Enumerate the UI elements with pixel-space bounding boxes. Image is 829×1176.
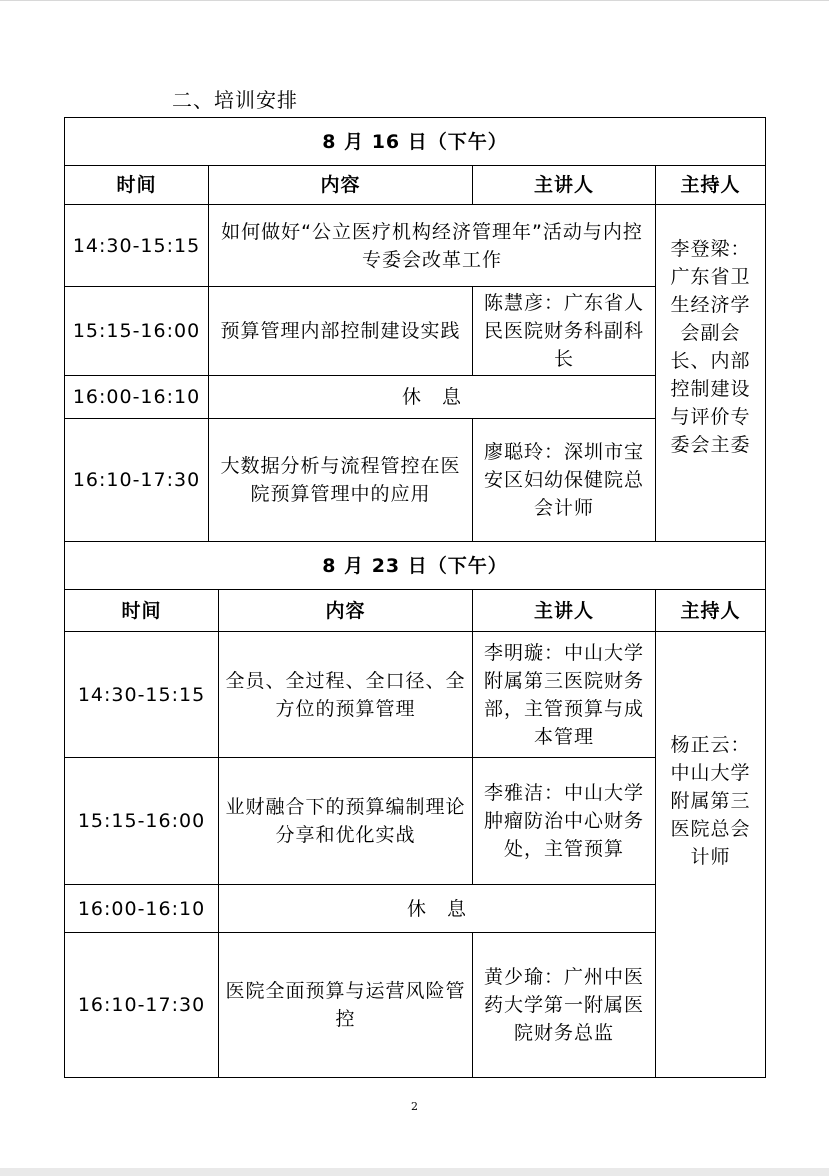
table-row — [65, 205, 766, 287]
row-content: 预算管理内部控制建设实践 — [209, 287, 473, 376]
row-time: 16:10-17:30 — [65, 419, 209, 542]
row-time: 15:15-16:00 — [65, 758, 219, 885]
row-time: 16:00-16:10 — [65, 376, 209, 419]
row-speaker: 陈慧彦：广东省人民医院财务科副科长 — [473, 287, 656, 376]
session-date: 8 月 16 日（下午） — [65, 118, 766, 166]
header-host: 主持人 — [656, 590, 766, 632]
row-speaker: 黄少瑜：广州中医药大学第一附属医院财务总监 — [473, 933, 656, 1078]
row-content: 大数据分析与流程管控在医院预算管理中的应用 — [209, 419, 473, 542]
row-break: 休 息 — [219, 885, 656, 933]
schedule-table-aug23 — [64, 541, 766, 1078]
top-border — [0, 0, 829, 1]
header-time: 时间 — [65, 590, 219, 632]
row-time: 15:15-16:00 — [65, 287, 209, 376]
row-time: 16:00-16:10 — [65, 885, 219, 933]
session-host: 杨正云：中山大学附属第三医院总会计师 — [656, 632, 766, 1078]
row-content: 如何做好“公立医疗机构经济管理年”活动与内控专委会改革工作 — [209, 205, 656, 287]
row-speaker: 廖聪玲：深圳市宝安区妇幼保健院总会计师 — [473, 419, 656, 542]
page-number: 2 — [411, 1100, 418, 1113]
row-time: 14:30-15:15 — [65, 632, 219, 758]
row-break: 休 息 — [209, 376, 656, 419]
header-time: 时间 — [65, 166, 209, 205]
schedule-table-aug16 — [64, 117, 766, 542]
session-date: 8 月 23 日（下午） — [65, 542, 766, 590]
session-host: 李登梁：广东省卫生经济学会副会长、内部控制建设与评价专委会主委 — [656, 205, 766, 542]
row-time: 14:30-15:15 — [65, 205, 209, 287]
row-content: 医院全面预算与运营风险管控 — [219, 933, 473, 1078]
row-content: 全员、全过程、全口径、全方位的预算管理 — [219, 632, 473, 758]
table-row — [65, 632, 766, 758]
row-time: 16:10-17:30 — [65, 933, 219, 1078]
header-host: 主持人 — [656, 166, 766, 205]
row-content: 业财融合下的预算编制理论分享和优化实战 — [219, 758, 473, 885]
header-speaker: 主讲人 — [473, 590, 656, 632]
header-speaker: 主讲人 — [473, 166, 656, 205]
header-content: 内容 — [209, 166, 473, 205]
header-content: 内容 — [219, 590, 473, 632]
bottom-border — [0, 1168, 829, 1176]
row-speaker: 李明璇：中山大学附属第三医院财务部，主管预算与成本管理 — [473, 632, 656, 758]
section-heading: 二、培训安排 — [172, 88, 298, 112]
row-speaker: 李雅洁：中山大学肿瘤防治中心财务处，主管预算 — [473, 758, 656, 885]
